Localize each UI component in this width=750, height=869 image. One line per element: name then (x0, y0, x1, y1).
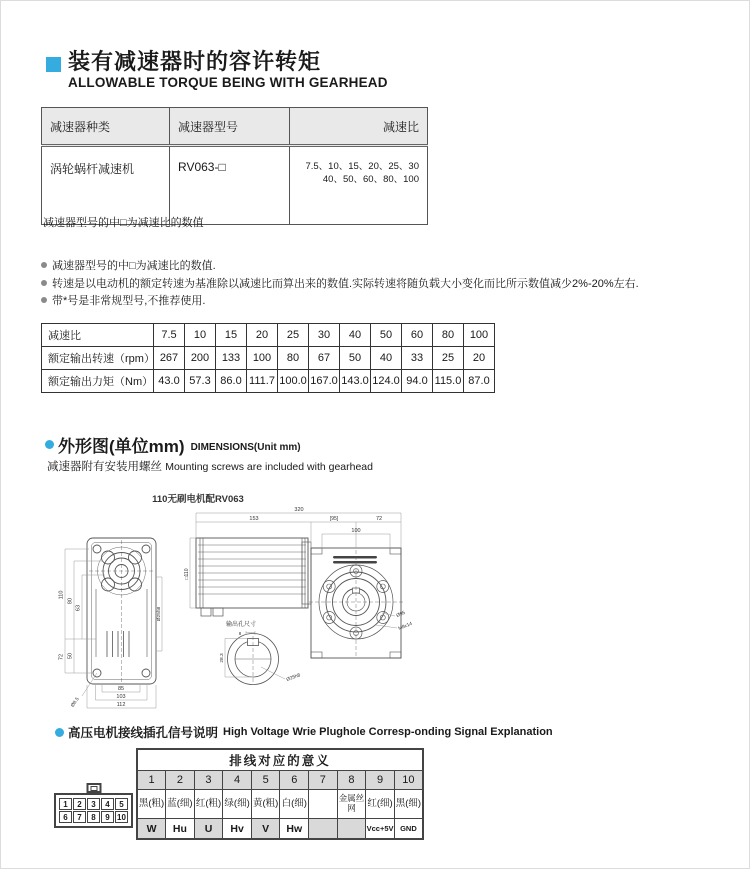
spec-cell: 40 (340, 324, 371, 347)
connector-pin: 3 (87, 798, 100, 810)
dim-112: 112 (116, 702, 126, 708)
spec-cell: 267 (154, 347, 185, 370)
side-view (196, 538, 403, 658)
output-hole-labels (219, 620, 302, 683)
table-caption: 减速器型号的中□为减速比的数值 (43, 217, 204, 229)
dim-153: 153 (249, 516, 259, 522)
wire-signal: W (137, 819, 166, 840)
dimensions-sub-cn: 减速器附有安装用螺丝 (47, 461, 162, 473)
pin-number: 1 (137, 771, 166, 790)
dim-80: 80 (67, 597, 74, 605)
spec-cell: 100.0 (278, 370, 309, 393)
spec-cell: 80 (433, 324, 464, 347)
connector-latch-icon (90, 786, 97, 791)
wire-signal: Vcc+5V (366, 819, 395, 840)
dim-100: 100 (351, 528, 361, 534)
dim-63: 63 (75, 604, 82, 612)
output-hole-title: 输出孔尺寸 (225, 622, 257, 628)
bullet-icon (41, 280, 47, 286)
wire-signal (337, 819, 366, 840)
header-reduction-ratio: 减速比 (290, 108, 428, 146)
cell-reduction-ratio (290, 146, 428, 225)
connector-pin: 1 (59, 798, 72, 810)
gearhead-table (41, 107, 428, 225)
dim-bore-side: Ø25h8 (157, 606, 162, 622)
spec-cell: 33 (402, 347, 433, 370)
spec-cell: 25 (433, 347, 464, 370)
header-reducer-type: 减速器种类 (42, 108, 170, 146)
spec-cell: 50 (371, 324, 402, 347)
ratio-line-1: 7.5、10、15、20、25、30 (305, 161, 419, 172)
connector-tab-icon (86, 783, 101, 793)
page-title: 装有减速器时的容许转矩 (68, 49, 322, 74)
dim-50: 50 (67, 652, 74, 660)
spec-cell: 60 (402, 324, 433, 347)
note-text: 减速器型号的中□为减速比的数值. (52, 260, 216, 272)
spec-cell: 20 (464, 347, 495, 370)
pin-number: 10 (394, 771, 423, 790)
header-reducer-model: 减速器型号 (170, 108, 290, 146)
dim-sq110: □110 (184, 568, 190, 580)
note-text: 带*号是非常规型号,不推荐使用. (52, 295, 206, 308)
wiring-signal-row (137, 819, 423, 840)
spec-cell: 30 (309, 324, 340, 347)
wiring-color-row (137, 790, 423, 819)
wire-signal (309, 819, 338, 840)
dim-key8: 8 (238, 631, 242, 636)
wiring-title-en: High Voltage Wrie Plughole Corresp-onding Signal Explanation (223, 726, 553, 738)
wire-color: 红(细) (366, 790, 395, 819)
dim-flange95: Ø95 (395, 610, 407, 619)
dimensions-title-cn: 外形图(单位mm) (58, 437, 185, 456)
wire-signal: Hv (223, 819, 252, 840)
wiring-pin-number-row (137, 771, 423, 790)
wiring-table-title: 排线对应的意义 (137, 749, 423, 771)
spec-cell: 43.0 (154, 370, 185, 393)
front-view (87, 538, 156, 684)
wire-signal: V (251, 819, 280, 840)
section-square-marker (46, 57, 61, 72)
wire-signal: U (194, 819, 223, 840)
dim-103: 103 (116, 694, 126, 700)
page-subtitle: ALLOWABLE TORQUE BEING WITH GEARHEAD (68, 75, 388, 91)
dimensions-title-en: DIMENSIONS(Unit mm) (190, 441, 301, 453)
wire-color: 黄(粗) (251, 790, 280, 819)
spec-cell: 86.0 (216, 370, 247, 393)
spec-cell: 25 (278, 324, 309, 347)
wire-color (309, 790, 338, 819)
connector-pin-row (59, 811, 128, 823)
connector-plug-icon (54, 793, 133, 828)
wiring-heading (55, 723, 553, 741)
note-text: 转速是以电动机的额定转速为基准除以减速比而算出来的数值.实际转速将随负载大小变化而比所示数值减少2%-20%左右. (52, 277, 639, 290)
dimensions-subline (47, 458, 373, 474)
pin-number: 9 (366, 771, 395, 790)
dim-bolt: M8x14 (397, 621, 414, 632)
dim-out-bore: Ø25h8 (285, 673, 302, 683)
pin-number: 8 (337, 771, 366, 790)
spec-cell: 20 (247, 324, 278, 347)
dimensions-heading (45, 432, 301, 457)
dim-110: 110 (58, 590, 65, 600)
ratio-line-2: 40、50、60、80、100 (322, 174, 419, 186)
gearhead-table-header-row (42, 108, 428, 146)
spec-cell: 143.0 (340, 370, 371, 393)
bullet-dot-icon (45, 440, 54, 449)
dim-hole: Ø8.5 (70, 697, 81, 709)
pin-number: 2 (166, 771, 195, 790)
dim-72b: 72 (375, 516, 383, 522)
dimension-drawing (49, 489, 453, 717)
spec-cell: 115.0 (433, 370, 464, 393)
spec-cell: 167.0 (309, 370, 340, 393)
spec-cell: 87.0 (464, 370, 495, 393)
spec-row-ratio (42, 324, 495, 347)
spec-label: 减速比 (42, 324, 154, 347)
wire-color: 黑(粗) (137, 790, 166, 819)
spec-cell: 100 (247, 347, 278, 370)
pin-number: 6 (280, 771, 309, 790)
spec-cell: 124.0 (371, 370, 402, 393)
page-header (46, 49, 388, 90)
wire-color: 黑(细) (394, 790, 423, 819)
cell-reducer-model: RV063-□ (170, 146, 290, 225)
wire-color: 红(粗) (194, 790, 223, 819)
wiring-table (136, 748, 424, 840)
spec-row-speed (42, 347, 495, 370)
spec-cell: 15 (216, 324, 247, 347)
wiring-title-cn: 高压电机接线插孔信号说明 (68, 726, 219, 740)
pin-number: 3 (194, 771, 223, 790)
pin-number: 7 (309, 771, 338, 790)
note-line (41, 260, 736, 273)
connector-pin: 4 (101, 798, 114, 810)
dimensions-sub-en: Mounting screws are included with gearhead (165, 461, 373, 473)
connector-pin: 8 (87, 811, 100, 823)
spec-cell: 133 (216, 347, 247, 370)
side-view-dims (190, 513, 401, 628)
cell-reducer-type: 涡轮蜗杆减速机 (42, 146, 170, 225)
spec-cell: 50 (340, 347, 371, 370)
spec-cell: 94.0 (402, 370, 433, 393)
wiring-table-title-row (137, 749, 423, 771)
wire-color: 蓝(细) (166, 790, 195, 819)
bullet-dot-icon (55, 728, 64, 737)
notes-block (41, 260, 736, 313)
spec-cell: 7.5 (154, 324, 185, 347)
connector-pin: 2 (73, 798, 86, 810)
spec-cell: 57.3 (185, 370, 216, 393)
spec-cell: 10 (185, 324, 216, 347)
connector-pin: 10 (115, 811, 128, 823)
dim-283: 28.3 (220, 653, 225, 663)
spec-cell: 111.7 (247, 370, 278, 393)
connector-pin: 5 (115, 798, 128, 810)
connector-pin-row (59, 798, 128, 810)
spec-row-torque (42, 370, 495, 393)
spec-cell: 80 (278, 347, 309, 370)
note-line (41, 278, 736, 291)
connector-pin: 7 (73, 811, 86, 823)
spec-cell: 200 (185, 347, 216, 370)
spec-cell: 100 (464, 324, 495, 347)
dim-72: 72 (58, 653, 65, 661)
wire-signal: Hu (166, 819, 195, 840)
dim-85: 85 (117, 686, 125, 692)
connector-pin: 9 (101, 811, 114, 823)
dim-95: [95] (329, 516, 339, 522)
dim-320: 320 (294, 507, 304, 513)
spec-cell: 67 (309, 347, 340, 370)
connector-pin: 6 (59, 811, 72, 823)
drawing-title: 110无刷电机配RV063 (152, 494, 244, 505)
pin-number: 4 (223, 771, 252, 790)
title-block (68, 49, 388, 90)
pin-number: 5 (251, 771, 280, 790)
bullet-icon (41, 297, 47, 303)
spec-cell: 40 (371, 347, 402, 370)
wire-signal: GND (394, 819, 423, 840)
wire-color: 金属丝网 (337, 790, 366, 819)
spec-table (41, 323, 495, 393)
wire-signal: Hw (280, 819, 309, 840)
wire-color: 白(细) (280, 790, 309, 819)
spec-label: 额定输出力矩（Nm） (42, 370, 154, 393)
spec-label: 额定输出转速（rpm） (42, 347, 154, 370)
gearhead-table-row (42, 146, 428, 225)
note-line (41, 295, 736, 308)
bullet-icon (41, 262, 47, 268)
wire-color: 绿(细) (223, 790, 252, 819)
